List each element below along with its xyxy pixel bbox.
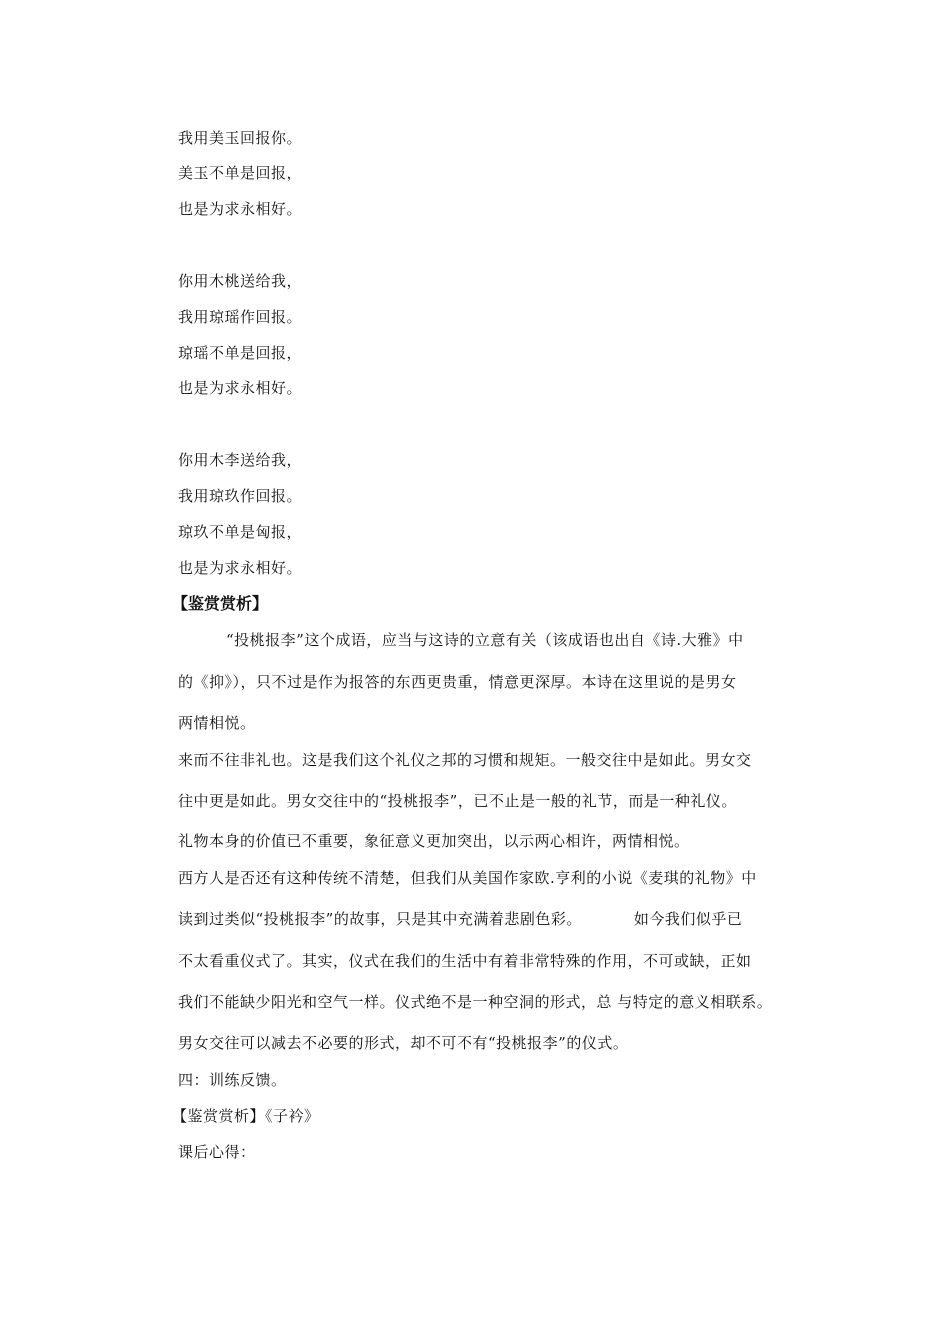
paragraph-text: 读到过类似“投桃报李”的故事，只是其中充满着悲剧色彩。 [178, 910, 582, 928]
paragraph-line [178, 909, 742, 929]
paragraph-text: 如今我们似乎已 [633, 910, 743, 928]
paragraph-line: 往中更是如此。男女交往中的“投桃报李”，已不止是一般的礼节，而是一种礼仪。 [178, 792, 737, 810]
paragraph-line: 男女交往可以减去不必要的形式，却不可不有“投桃报李”的仪式。 [178, 1034, 629, 1052]
section-heading-appreciation: 【鉴赏赏析】 [172, 594, 269, 613]
next-appreciation-heading: 【鉴赏赏析】《子衿》 [172, 1107, 320, 1125]
poem-line: 我用琼瑶作回报。 [178, 308, 303, 326]
paragraph-line: 来而不往非礼也。这是我们这个礼仪之邦的习惯和规矩。一般交往中是如此。男女交 [178, 751, 752, 769]
paragraph-line: 两情相悦。 [178, 714, 256, 732]
poem-line: 美玉不单是回报， [178, 164, 303, 182]
after-class-notes-label: 课后心得： [178, 1143, 256, 1161]
paragraph-line: 礼物本身的价值已不重要，象征意义更加突出，以示两心相许，两情相悦。 [178, 832, 690, 850]
paragraph-line: 不太看重仪式了。其实，仪式在我们的生活中有着非常特殊的作用，不可或缺，正如 [178, 952, 752, 970]
poem-line: 琼玖不单是匈报， [178, 523, 303, 541]
poem-line: 也是为求永相好。 [178, 200, 303, 218]
training-feedback-heading: 四：训练反馈。 [178, 1071, 287, 1089]
poem-line: 也是为求永相好。 [178, 379, 303, 397]
poem-line: 琼瑶不单是回报， [178, 344, 303, 362]
paragraph-line: 的《抑》），只不过是作为报答的东西更贵重，情意更深厚。本诗在这里说的是男女 [178, 673, 737, 691]
paragraph-line: 西方人是否还有这种传统不清楚，但我们从美国作家欧.亨利的小说《麦琪的礼物》中 [178, 869, 757, 887]
poem-line: 你用木李送给我， [178, 451, 303, 469]
poem-line: 你用木桃送给我， [178, 272, 303, 290]
poem-line: 我用美玉回报你。 [178, 129, 303, 147]
poem-line: 也是为求永相好。 [178, 559, 303, 577]
paragraph-line: “投桃报李”这个成语，应当与这诗的立意有关（该成语也出自《诗.大雅》中 [226, 631, 744, 649]
poem-line: 我用琼玖作回报。 [178, 487, 303, 505]
paragraph-line: 我们不能缺少阳光和空气一样。仪式绝不是一种空洞的形式，总 与特定的意义相联系。 [178, 993, 773, 1011]
